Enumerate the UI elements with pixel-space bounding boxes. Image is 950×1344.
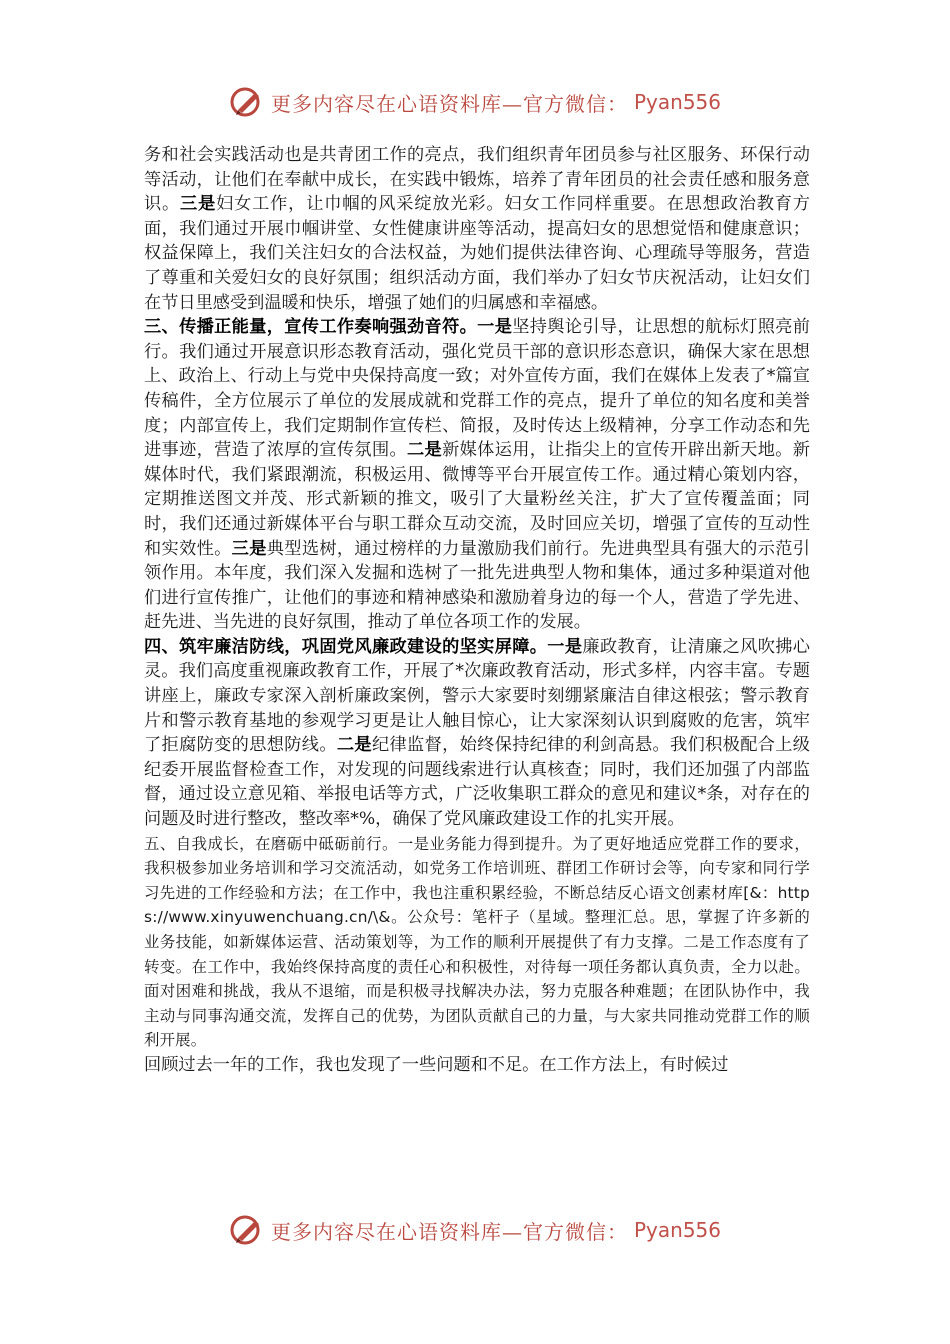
- pen-logo-icon: [229, 1212, 265, 1248]
- bold-marker: 二是: [336, 735, 372, 756]
- pen-logo-icon: [229, 84, 265, 120]
- text-run: 坚持舆论引导，让思想的航标灯照亮前行。我们通过开展意识形态教育活动，强化党员干部的意识形态意识，确保大家在思想上、政治上、行动上与党中央保持高度一致；对外宣传方面，我们在媒体上发表了*篇宣传稿件，全方位展示了单位的发展成就和党群工作的亮点，提升了单位的知名度和美誉度；内部宣传上，我们定期制作宣传栏、简报，及时传达上级精神，分享工作动态和先进事迹，营造了浓厚的宣传氛围。: [144, 317, 810, 461]
- footer-watermark: [0, 1210, 950, 1250]
- header-wechat-id: Pyan556: [633, 90, 721, 114]
- header-watermark: [0, 82, 950, 122]
- bold-marker: 三是: [180, 194, 217, 215]
- text-run: 典型选树，通过榜样的力量激励我们前行。先进典型具有强大的示范引领作用。本年度，我们深入发掘和选树了一批先进典型人物和集体，通过多种渠道对他们进行宣传推广，让他们的事迹和精神感染和激励着身边的每一个人，营造了学先进、赶先进、当先进的良好氛围，推动了单位各项工作的发展。: [144, 538, 810, 633]
- text-run: 新媒体运用，让指尖上的宣传开辟出新天地。新媒体时代，我们紧跟潮流，积极运用、微博等平台开展宣传工作。通过精心策划内容，定期推送图文并茂、形式新颖的推文，吸引了大量粉丝关注，扩大了宣传覆盖面；同时，我们还通过新媒体平台与职工群众互动交流，及时回应关切，增强了宣传的互动性和实效性。: [144, 440, 810, 559]
- footer-watermark-text: 更多内容尽在心语资料库—官方微信：: [270, 1219, 628, 1244]
- footer-wechat-id: Pyan556: [633, 1218, 721, 1242]
- section-heading: 四、筑牢廉洁防线，巩固党风廉政建设的坚实屏障。一是: [144, 636, 583, 657]
- header-watermark-text: 更多内容尽在心语资料库—官方微信：: [270, 91, 628, 116]
- bold-marker: 三是: [231, 538, 267, 559]
- document-body: [144, 143, 810, 1078]
- section-heading: 三、传播正能量，宣传工作奏响强劲音符。一是: [144, 317, 513, 338]
- bold-marker: 二是: [407, 440, 443, 461]
- text-run: 廉政教育，让清廉之风吹拂心灵。我们高度重视廉政教育工作，开展了*次廉政教育活动，形式多样，内容丰富。专题讲座上，廉政专家深入剖析廉政案例，警示大家要时刻绷紧廉洁自律这根弦；警示教育片和警示教育基地的参观学习更是让人触目惊心，让大家深刻认识到腐败的危害，筑牢了拒腐防变的思想防线。: [144, 636, 810, 756]
- text-run: 妇女工作，让巾帼的风采绽放光彩。妇女工作同样重要。在思想政治教育方面，我们通过开展巾帼讲堂、女性健康讲座等活动，提高妇女的思想觉悟和健康意识；权益保障上，我们关注妇女的合法权益，为她们提供法律咨询、心理疏导等服务，营造了尊重和关爱妇女的良好氛围；组织活动方面，我们举办了妇女节庆祝活动，让妇女们在节日里感受到温暖和快乐，增强了她们的归属感和幸福感。: [144, 194, 810, 313]
- paragraph-integrity: [144, 635, 810, 832]
- paragraph-publicity: [144, 315, 810, 635]
- text-run: 务和社会实践活动也是共青团工作的亮点，我们组织青年团员参与社区服务、环保行动等活动，让他们在奉献中成长，在实践中锻炼，培养了青年团员的社会责任感和服务意识。: [144, 145, 810, 215]
- paragraph-self-growth: 五、自我成长，在磨砺中砥砺前行。一是业务能力得到提升。为了更好地适应党群工作的要求，我积极参加业务培训和学习交流活动，如党务工作培训班、群团工作研讨会等，向专家和同行学习先进的工作经验和方法；在工作中，我也注重积累经验，不断总结反心语文创素材库[&：https://www.xinyuwenchuang.cn/\&。公众号：笔杆子（星域。整理汇总。思，掌握了许多新的业务技能，如新媒体运营、活动策划等，为工作的顺利开展提供了有力支撑。二是工作态度有了转变。在工作中，我始终保持高度的责任心和积极性，对待每一项任务都认真负责，全力以赴。面对困难和挑战，我从不退缩，而是积极寻找解决办法，努力克服各种难题；在团队协作中，我主动与同事沟通交流，发挥自己的优势，为团队贡献自己的力量，与大家共同推动党群工作的顺利开展。: [144, 834, 810, 1050]
- paragraph-womens-work: [144, 143, 810, 315]
- text-run: 纪律监督，始终保持纪律的利剑高悬。我们积极配合上级纪委开展监督检查工作，对发现的问题线索进行认真核查；同时，我们还加强了内部监督，通过设立意见箱、举报电话等方式，广泛收集职工群众的意见和建议*条，对存在的问题及时进行整改，整改率*%，确保了党风廉政建设工作的扎实开展。: [144, 735, 810, 830]
- paragraph-review: 回顾过去一年的工作，我也发现了一些问题和不足。在工作方法上，有时候过: [144, 1054, 729, 1075]
